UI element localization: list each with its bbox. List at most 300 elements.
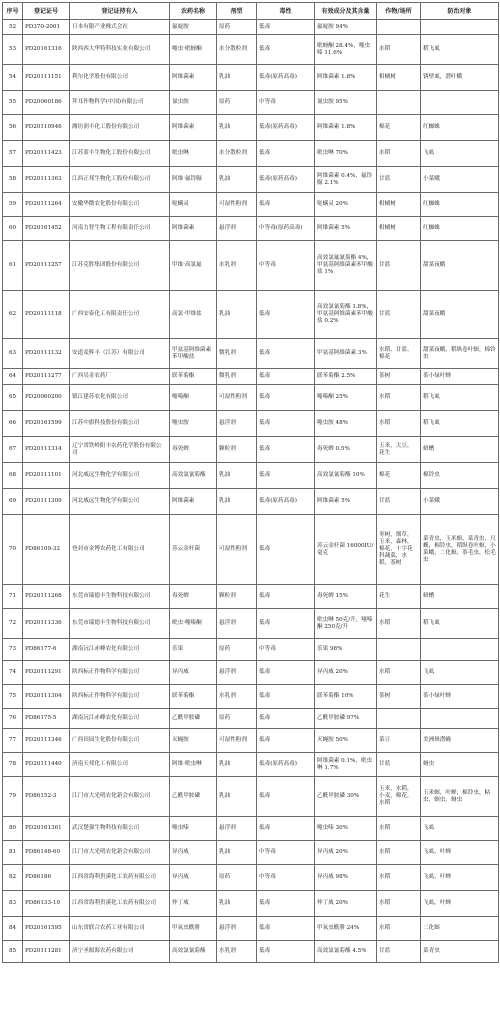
table-row [3, 817, 499, 841]
cell-formulation: 乳油 [217, 115, 257, 141]
cell-active-ingredient: 吡蚜酮 28.4%，噻虫嗪 11.6% [315, 35, 377, 65]
header-holder: 登记证持有人 [70, 3, 170, 20]
cell-serial-no: 83 [3, 891, 23, 917]
cell-registration-no: PD20111363 [23, 167, 70, 193]
cell-pesticide-name: 吡虫·噻嗪酮 [170, 609, 217, 639]
cell-toxicity: 低毒 [257, 515, 315, 585]
cell-pesticide-name: 噻虫·吡蚜酮 [170, 35, 217, 65]
cell-toxicity: 低毒 [257, 891, 315, 917]
cell-active-ingredient: 高效氯氰菊酯 1.8%，甲氨基阿维菌素苯甲酸盐 0.2% [315, 291, 377, 339]
header-active-ingredient: 有效成分及其含量 [315, 3, 377, 20]
cell-serial-no: 71 [3, 585, 23, 609]
cell-active-ingredient: 苏云金杆菌 16000IU/毫克 [315, 515, 377, 585]
table-row [3, 891, 499, 917]
cell-control-target: 菜青虫，玉米螟，菜青虫，尺蠖，棉铃虫，稻纵卷叶螟，小菜蛾，二化螟，茶毛虫，松毛虫 [421, 515, 499, 585]
cell-holder: 安道麦辉丰（江苏）有限公司 [70, 339, 170, 369]
header-formulation: 剂型 [217, 3, 257, 20]
cell-active-ingredient: 哒螨灵 20% [315, 193, 377, 217]
table-row [3, 91, 499, 115]
cell-serial-no: 64 [3, 369, 23, 385]
cell-pesticide-name: 异丙威 [170, 841, 217, 865]
cell-serial-no: 55 [3, 91, 23, 115]
cell-crop-site: 花生 [377, 585, 421, 609]
cell-formulation: 可湿性粉剂 [217, 729, 257, 753]
cell-control-target: 棉铃虫 [421, 463, 499, 489]
cell-holder: 利尔化学股份有限公司 [70, 65, 170, 91]
cell-control-target: 稻飞虱 [421, 411, 499, 437]
cell-pesticide-name: 甲氧虫酰肼 [170, 917, 217, 941]
cell-registration-no: PD86152-3 [23, 777, 70, 817]
cell-crop-site: 甘蓝 [377, 167, 421, 193]
cell-toxicity: 低毒 [257, 291, 315, 339]
table-row [3, 217, 499, 241]
cell-control-target: 飞虱，叶蝉 [421, 865, 499, 891]
cell-serial-no: 53 [3, 35, 23, 65]
cell-holder: 济南天邦化工有限公司 [70, 753, 170, 777]
cell-pesticide-name: 苏云金杆菌 [170, 515, 217, 585]
cell-active-ingredient: 乐果 98% [315, 639, 377, 661]
cell-holder: 江西正邦生物化工股份有限公司 [70, 167, 170, 193]
cell-serial-no: 78 [3, 753, 23, 777]
cell-pesticide-name: 氟啶胺 [170, 20, 217, 35]
cell-registration-no: PD20111268 [23, 585, 70, 609]
cell-control-target: 锈壁虱，潜叶蛾 [421, 65, 499, 91]
cell-registration-no: PD20111314 [23, 437, 70, 463]
cell-toxicity: 低毒 [257, 709, 315, 729]
cell-pesticide-name: 灭蝇胺 [170, 729, 217, 753]
cell-serial-no: 67 [3, 437, 23, 463]
cell-active-ingredient: 吡虫啉 50克/升，噻嗪酮 250克/升 [315, 609, 377, 639]
cell-control-target: 稻飞虱 [421, 35, 499, 65]
cell-holder: 江门市大光明农化新会有限公司 [70, 777, 170, 817]
table-row [3, 685, 499, 709]
cell-formulation: 悬浮剂 [217, 411, 257, 437]
cell-active-ingredient: 噻虫胺 48% [315, 411, 377, 437]
cell-toxicity: 低毒(原药高毒) [257, 167, 315, 193]
table-header-row [3, 3, 499, 20]
cell-control-target: 飞虱 [421, 141, 499, 167]
cell-crop-site: 甘蓝 [377, 241, 421, 291]
cell-active-ingredient: 阿维菌素 1.8% [315, 65, 377, 91]
cell-control-target: 玉米螟，叶蝉，棉铃虫，粘虫，螟虫，蚜虫 [421, 777, 499, 817]
cell-holder: 湖南沅江赤峰农化有限公司 [70, 709, 170, 729]
cell-toxicity: 低毒 [257, 369, 315, 385]
cell-holder: 江门市大光明农化新会有限公司 [70, 841, 170, 865]
cell-holder: 江苏蓝丰生物化工股份有限公司 [70, 141, 170, 167]
cell-toxicity: 低毒 [257, 585, 315, 609]
cell-active-ingredient: 氟啶胺 94% [315, 20, 377, 35]
table-row [3, 339, 499, 369]
cell-active-ingredient: 甲氧虫酰肼 24% [315, 917, 377, 941]
cell-crop-site: 玉米，大豆，花生 [377, 437, 421, 463]
cell-control-target: 小菜蛾 [421, 489, 499, 515]
cell-crop-site: 棉花 [377, 115, 421, 141]
cell-serial-no: 65 [3, 385, 23, 411]
cell-active-ingredient: 联苯菊酯 10% [315, 685, 377, 709]
cell-control-target: 蛴螬 [421, 437, 499, 463]
cell-control-target: 红蜘蛛 [421, 115, 499, 141]
cell-holder: 河南力智生物工程有限责任公司 [70, 217, 170, 241]
cell-holder: 江西省海利贵溪化工农药有限公司 [70, 891, 170, 917]
cell-toxicity: 低毒 [257, 35, 315, 65]
cell-holder: 拜耳作物科学(中国)有限公司 [70, 91, 170, 115]
cell-active-ingredient: 氰虫胺 95% [315, 91, 377, 115]
cell-control-target: 茶小绿叶蝉 [421, 369, 499, 385]
cell-pesticide-name: 异丙威 [170, 865, 217, 891]
cell-toxicity: 中等毒 [257, 639, 315, 661]
cell-pesticide-name: 甲氨基阿维菌素苯甲酸盐 [170, 339, 217, 369]
cell-crop-site: 菜豆 [377, 729, 421, 753]
cell-holder: 日本有限产业株式会社 [70, 20, 170, 35]
cell-crop-site [377, 639, 421, 661]
cell-toxicity: 低毒(原药高毒) [257, 65, 315, 91]
cell-active-ingredient: 异丙威 20% [315, 661, 377, 685]
cell-control-target: 小菜蛾 [421, 167, 499, 193]
table-row [3, 411, 499, 437]
cell-active-ingredient: 甲氨基阿维菌素 3% [315, 339, 377, 369]
cell-formulation: 悬浮剂 [217, 609, 257, 639]
cell-holder: 武汉楚强生物科技有限公司 [70, 817, 170, 841]
cell-formulation: 乳油 [217, 65, 257, 91]
cell-crop-site: 水稻 [377, 609, 421, 639]
cell-pesticide-name: 联苯菊酯 [170, 685, 217, 709]
cell-serial-no: 58 [3, 167, 23, 193]
cell-crop-site: 甘蓝 [377, 489, 421, 515]
cell-active-ingredient: 高效氯氰菊酯 4.5% [315, 941, 377, 963]
cell-registration-no: PD86175-5 [23, 709, 70, 729]
cell-holder: 陕西西大华特科技实业有限公司 [70, 35, 170, 65]
cell-crop-site: 甘蓝 [377, 291, 421, 339]
header-crop-site: 作物/场所 [377, 3, 421, 20]
cell-pesticide-name: 阿维菌素 [170, 489, 217, 515]
cell-registration-no: PD20111336 [23, 609, 70, 639]
table-row [3, 35, 499, 65]
cell-crop-site: 枣树，烟草，玉米，森林，棉花，十字花科蔬菜，水稻，茶树 [377, 515, 421, 585]
cell-formulation: 原药 [217, 20, 257, 35]
cell-crop-site: 甘蓝 [377, 753, 421, 777]
table-row [3, 20, 499, 35]
cell-pesticide-name: 阿维菌素 [170, 65, 217, 91]
cell-crop-site: 柑橘树 [377, 193, 421, 217]
cell-serial-no: 66 [3, 411, 23, 437]
cell-serial-no: 82 [3, 865, 23, 891]
table-row [3, 141, 499, 167]
cell-toxicity: 低毒 [257, 193, 315, 217]
cell-crop-site: 水稻 [377, 891, 421, 917]
cell-crop-site: 茶树 [377, 685, 421, 709]
cell-holder: 安徽华微农化股份有限公司 [70, 193, 170, 217]
cell-toxicity: 低毒 [257, 385, 315, 411]
cell-registration-no: PD20111264 [23, 193, 70, 217]
cell-control-target: 飞虱，叶蝉 [421, 841, 499, 865]
cell-registration-no: PD86177-6 [23, 639, 70, 661]
cell-registration-no: PD20111118 [23, 291, 70, 339]
cell-active-ingredient: 异丙威 98% [315, 865, 377, 891]
cell-toxicity: 低毒 [257, 411, 315, 437]
cell-holder: 山东省联合农药工业有限公司 [70, 917, 170, 941]
cell-toxicity: 中等毒 [257, 91, 315, 115]
cell-control-target: 飞虱，叶蝉 [421, 891, 499, 917]
cell-registration-no: PD86109-32 [23, 515, 70, 585]
header-control-target: 防治对象 [421, 3, 499, 20]
cell-active-ingredient: 仲丁威 20% [315, 891, 377, 917]
cell-registration-no: PD20111304 [23, 685, 70, 709]
cell-serial-no: 74 [3, 661, 23, 685]
cell-serial-no: 56 [3, 115, 23, 141]
cell-control-target: 飞虱 [421, 661, 499, 685]
table-row [3, 753, 499, 777]
cell-toxicity: 低毒 [257, 339, 315, 369]
cell-pesticide-name: 毒死蜱 [170, 585, 217, 609]
cell-control-target: 蛴螬 [421, 585, 499, 609]
cell-formulation: 乳油 [217, 463, 257, 489]
cell-toxicity: 低毒 [257, 941, 315, 963]
cell-formulation: 悬浮剂 [217, 661, 257, 685]
cell-pesticide-name: 阿维·氟铃脲 [170, 167, 217, 193]
cell-control-target: 菜青虫 [421, 941, 499, 963]
cell-registration-no: PD20161595 [23, 917, 70, 941]
cell-formulation: 水乳剂 [217, 241, 257, 291]
cell-crop-site: 水稻、甘蓝、棉花 [377, 339, 421, 369]
cell-registration-no: PD20111281 [23, 941, 70, 963]
cell-toxicity: 中等毒 [257, 865, 315, 891]
cell-crop-site: 水稻 [377, 817, 421, 841]
cell-pesticide-name: 乙酰甲胺磷 [170, 709, 217, 729]
table-row [3, 917, 499, 941]
table-row [3, 729, 499, 753]
cell-control-target: 红蜘蛛 [421, 193, 499, 217]
cell-holder: 登封市金博农药化工有限公司 [70, 515, 170, 585]
table-body [3, 20, 499, 963]
cell-active-ingredient: 噻嗪酮 25% [315, 385, 377, 411]
cell-active-ingredient: 联苯菊酯 2.5% [315, 369, 377, 385]
cell-pesticide-name: 高氯·甲维盐 [170, 291, 217, 339]
cell-holder: 湖南沅江赤峰农化有限公司 [70, 639, 170, 661]
cell-registration-no: PD20111257 [23, 241, 70, 291]
table-row [3, 709, 499, 729]
cell-active-ingredient: 阿维菌素 5% [315, 217, 377, 241]
cell-holder: 广西安泰化工有限责任公司 [70, 291, 170, 339]
cell-toxicity: 低毒 [257, 141, 315, 167]
cell-registration-no: PD20060200 [23, 385, 70, 411]
cell-pesticide-name: 乙酰甲胺磷 [170, 777, 217, 817]
cell-serial-no: 69 [3, 489, 23, 515]
cell-formulation: 可湿性粉剂 [217, 193, 257, 217]
cell-formulation: 水乳剂 [217, 941, 257, 963]
cell-toxicity: 低毒(原药高毒) [257, 753, 315, 777]
cell-formulation: 原药 [217, 91, 257, 115]
cell-control-target: 甜菜夜蛾 [421, 291, 499, 339]
cell-crop-site: 水稻 [377, 661, 421, 685]
cell-holder: 广西田园生化股份有限公司 [70, 729, 170, 753]
cell-active-ingredient: 阿维菌素 1.8% [315, 115, 377, 141]
cell-crop-site: 水稻 [377, 917, 421, 941]
cell-toxicity: 低毒 [257, 609, 315, 639]
cell-formulation: 乳油 [217, 777, 257, 817]
cell-active-ingredient: 阿维菌素 0.4%，氟铃脲 2.1% [315, 167, 377, 193]
cell-serial-no: 68 [3, 463, 23, 489]
cell-control-target: 美洲斑潜蝇 [421, 729, 499, 753]
table-row [3, 661, 499, 685]
cell-registration-no: PD20111423 [23, 141, 70, 167]
cell-pesticide-name: 噻嗪酮 [170, 385, 217, 411]
cell-formulation: 水分散粒剂 [217, 141, 257, 167]
cell-formulation: 乳油 [217, 753, 257, 777]
cell-registration-no: PD20111277 [23, 369, 70, 385]
cell-serial-no: 77 [3, 729, 23, 753]
cell-crop-site: 棉花 [377, 463, 421, 489]
cell-formulation: 悬浮剂 [217, 217, 257, 241]
cell-crop-site: 水稻 [377, 841, 421, 865]
cell-toxicity: 低毒 [257, 20, 315, 35]
cell-serial-no: 57 [3, 141, 23, 167]
cell-crop-site: 水稻 [377, 411, 421, 437]
cell-control-target: 蚜虫 [421, 753, 499, 777]
cell-crop-site: 水稻 [377, 141, 421, 167]
cell-toxicity: 低毒 [257, 729, 315, 753]
cell-crop-site [377, 20, 421, 35]
cell-formulation: 乳油 [217, 891, 257, 917]
cell-active-ingredient: 毒死蜱 0.5% [315, 437, 377, 463]
cell-registration-no: PD20161599 [23, 411, 70, 437]
cell-crop-site: 茶树 [377, 369, 421, 385]
cell-serial-no: 81 [3, 841, 23, 865]
cell-registration-no: PD20111291 [23, 661, 70, 685]
header-registration-no: 登记证号 [23, 3, 70, 20]
cell-registration-no: PD20111132 [23, 339, 70, 369]
cell-control-target: 飞虱 [421, 817, 499, 841]
cell-crop-site: 水稻 [377, 385, 421, 411]
cell-registration-no: PD86186 [23, 865, 70, 891]
cell-serial-no: 61 [3, 241, 23, 291]
table-row [3, 515, 499, 585]
cell-formulation: 颗粒剂 [217, 585, 257, 609]
cell-serial-no: 54 [3, 65, 23, 91]
cell-serial-no: 63 [3, 339, 23, 369]
table-row [3, 609, 499, 639]
cell-pesticide-name: 噻虫胺 [170, 411, 217, 437]
cell-active-ingredient: 噻虫嗪 30% [315, 817, 377, 841]
cell-control-target: 甜菜夜蛾 [421, 241, 499, 291]
cell-control-target: 稻飞虱 [421, 609, 499, 639]
cell-toxicity: 低毒 [257, 437, 315, 463]
table-row [3, 777, 499, 817]
cell-formulation: 乳油 [217, 841, 257, 865]
cell-formulation: 微乳剂 [217, 369, 257, 385]
cell-registration-no: PD20111101 [23, 463, 70, 489]
cell-holder: 潍坊润丰化工股份有限公司 [70, 115, 170, 141]
cell-active-ingredient: 吡虫啉 70% [315, 141, 377, 167]
cell-pesticide-name: 高效氯氰菊酯 [170, 941, 217, 963]
cell-toxicity: 低毒 [257, 817, 315, 841]
cell-toxicity: 低毒(原药高毒) [257, 489, 315, 515]
cell-serial-no: 52 [3, 20, 23, 35]
cell-toxicity: 低毒 [257, 917, 315, 941]
cell-holder: 江西省海利贵溪化工农药有限公司 [70, 865, 170, 891]
cell-toxicity: 低毒(原药高毒) [257, 115, 315, 141]
cell-crop-site [377, 709, 421, 729]
cell-registration-no: PD370-2001 [23, 20, 70, 35]
cell-serial-no: 62 [3, 291, 23, 339]
cell-pesticide-name: 仲丁威 [170, 891, 217, 917]
cell-formulation: 颗粒剂 [217, 437, 257, 463]
cell-toxicity: 低毒 [257, 661, 315, 685]
cell-pesticide-name: 哒螨灵 [170, 193, 217, 217]
cell-toxicity: 中等毒 [257, 241, 315, 291]
cell-pesticide-name: 氰虫胺 [170, 91, 217, 115]
cell-holder: 陕西标正作物科学有限公司 [70, 685, 170, 709]
cell-holder: 江苏克胜集团股份有限公司 [70, 241, 170, 291]
cell-formulation: 原药 [217, 865, 257, 891]
cell-serial-no: 73 [3, 639, 23, 661]
cell-serial-no: 75 [3, 685, 23, 709]
table-row [3, 941, 499, 963]
table-row [3, 115, 499, 141]
cell-serial-no: 60 [3, 217, 23, 241]
cell-formulation: 原药 [217, 639, 257, 661]
cell-formulation: 悬浮剂 [217, 917, 257, 941]
cell-active-ingredient: 灭蝇胺 50% [315, 729, 377, 753]
cell-formulation: 乳油 [217, 489, 257, 515]
cell-control-target [421, 91, 499, 115]
cell-toxicity: 低毒 [257, 685, 315, 709]
cell-pesticide-name: 乐果 [170, 639, 217, 661]
cell-registration-no: PD20111346 [23, 729, 70, 753]
cell-registration-no: PD20110946 [23, 115, 70, 141]
table-row [3, 385, 499, 411]
cell-active-ingredient: 阿维菌素 5% [315, 489, 377, 515]
cell-holder: 陕西标正作物科学有限公司 [70, 661, 170, 685]
table-row [3, 291, 499, 339]
table-row [3, 437, 499, 463]
cell-control-target [421, 639, 499, 661]
cell-holder: 广西吴奇农药厂 [70, 369, 170, 385]
cell-serial-no: 79 [3, 777, 23, 817]
header-pesticide-name: 农药名称 [170, 3, 217, 20]
cell-control-target: 红蜘蛛 [421, 217, 499, 241]
cell-active-ingredient: 高效氯氰菊酯 10% [315, 463, 377, 489]
cell-pesticide-name: 阿维菌素 [170, 217, 217, 241]
cell-crop-site: 玉米，水稻，小麦，棉花，水稻 [377, 777, 421, 817]
cell-control-target: 甜菜夜蛾，稻纵卷叶螟，棉铃虫 [421, 339, 499, 369]
cell-crop-site: 柑橘树 [377, 65, 421, 91]
cell-registration-no: PD20060186 [23, 91, 70, 115]
cell-crop-site: 水稻 [377, 35, 421, 65]
cell-toxicity: 中等毒(原药高毒) [257, 217, 315, 241]
cell-control-target: 稻飞虱 [421, 385, 499, 411]
cell-active-ingredient: 异丙威 20% [315, 841, 377, 865]
cell-registration-no: PD20111309 [23, 489, 70, 515]
cell-serial-no: 84 [3, 917, 23, 941]
cell-holder: 辽宁省铁岭阳丰农药化学股份有限公司 [70, 437, 170, 463]
cell-registration-no: PD20161452 [23, 217, 70, 241]
table-row [3, 167, 499, 193]
cell-crop-site: 柑橘树 [377, 217, 421, 241]
cell-formulation: 微乳剂 [217, 339, 257, 369]
table-row [3, 463, 499, 489]
cell-holder: 河北威远生物化学有限公司 [70, 489, 170, 515]
table-row [3, 865, 499, 891]
cell-pesticide-name: 毒死蜱 [170, 437, 217, 463]
cell-formulation: 乳油 [217, 291, 257, 339]
cell-control-target [421, 20, 499, 35]
cell-serial-no: 80 [3, 817, 23, 841]
registration-table-sheet [2, 2, 498, 1008]
cell-formulation: 可湿性粉剂 [217, 515, 257, 585]
cell-control-target: 茶小绿叶蝉 [421, 685, 499, 709]
cell-active-ingredient: 乙酰甲胺磷 30% [315, 777, 377, 817]
cell-formulation: 乳油 [217, 167, 257, 193]
